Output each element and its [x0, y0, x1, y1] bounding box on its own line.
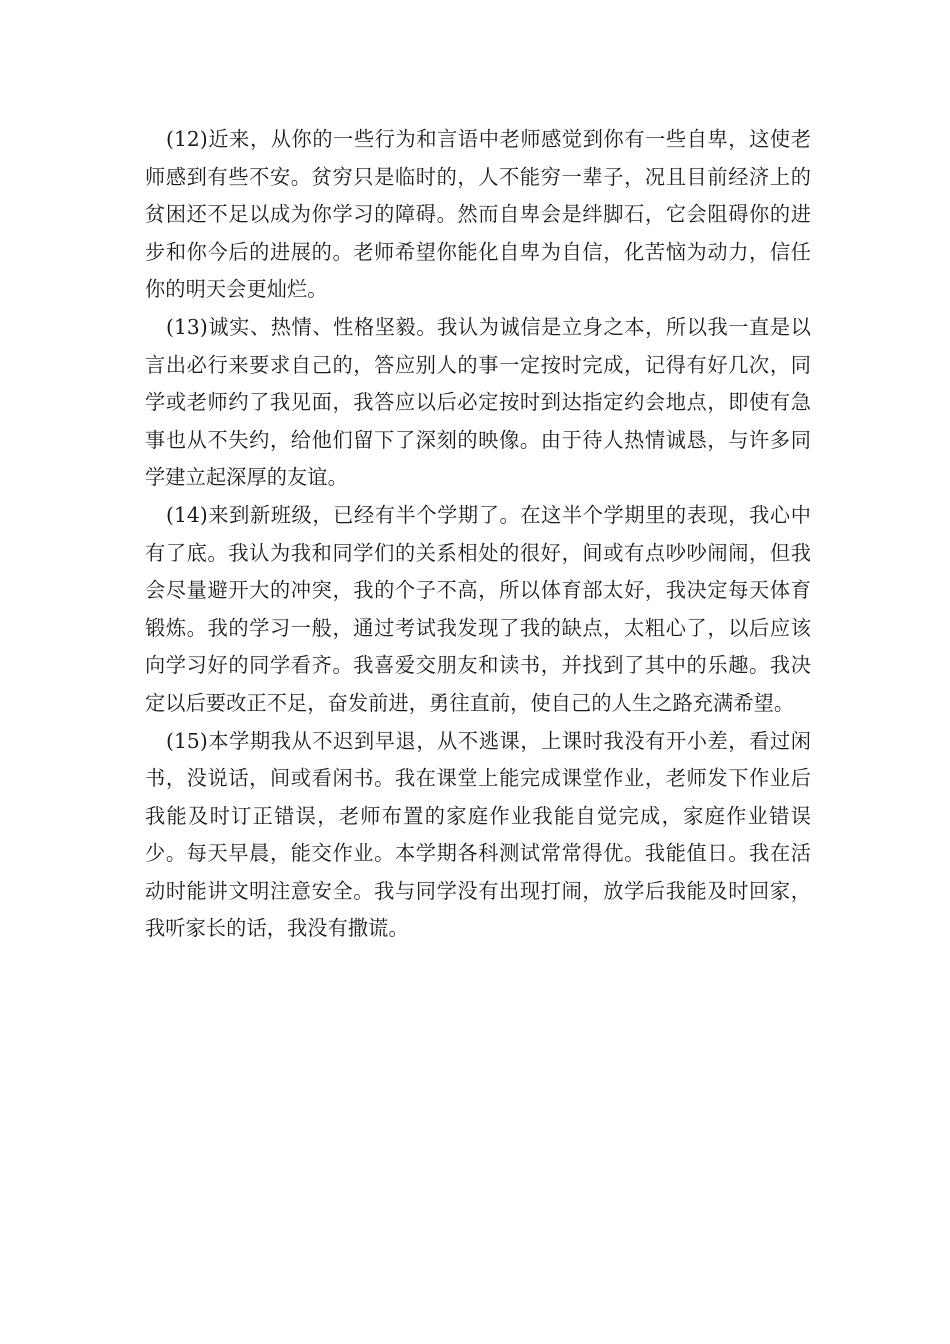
paragraph-14: (14)来到新班级，已经有半个学期了。在这半个学期里的表现，我心中有了底。我认为我和同学们的关系相处的很好，间或有点吵吵闹闹，但我会尽量避开大的冲突，我的个子不高，所以体育部太好，我决定每天体育锻炼。我的学习一般，通过考试我发现了我的缺点，太粗心了，以后应该向学习好的同学看齐。我喜爱交朋友和读书，并找到了其中的乐趣。我决定以后要改正不足，奋发前进，勇往直前，使自己的人生之路充满希望。 [145, 502, 811, 715]
paragraph-13: (13)诚实、热情、性格坚毅。我认为诚信是立身之本，所以我一直是以言出必行来要求自己的，答应别人的事一定按时完成，记得有好几次，同学或老师约了我见面，我答应以后必定按时到达指定约会地点，即使有急事也从不失约，给他们留下了深刻的映像。由于待人热情诚恳，与许多同学建立起深厚的友谊。 [145, 314, 811, 490]
paragraph-15: (15)本学期我从不迟到早退，从不逃课，上课时我没有开小差，看过闲书，没说话，间或看闲书。我在课堂上能完成课堂作业，老师发下作业后我能及时订正错误，老师布置的家庭作业我能自觉完成，家庭作业错误少。每天早晨，能交作业。本学期各科测试常常得优。我能值日。我在活动时能讲文明注意安全。我与同学没有出现打闹，放学后我能及时回家，我听家长的话，我没有撒谎。 [145, 728, 811, 941]
paragraph-12: (12)近来，从你的一些行为和言语中老师感觉到你有一些自卑，这使老师感到有些不安。贫穷只是临时的，人不能穷一辈子，况且目前经济上的贫困还不足以成为你学习的障碍。然而自卑会是绊脚石，它会阻碍你的进步和你今后的进展的。老师希望你能化自卑为自信，化苦恼为动力，信任你的明天会更灿烂。 [145, 127, 811, 302]
document-body [145, 121, 811, 948]
